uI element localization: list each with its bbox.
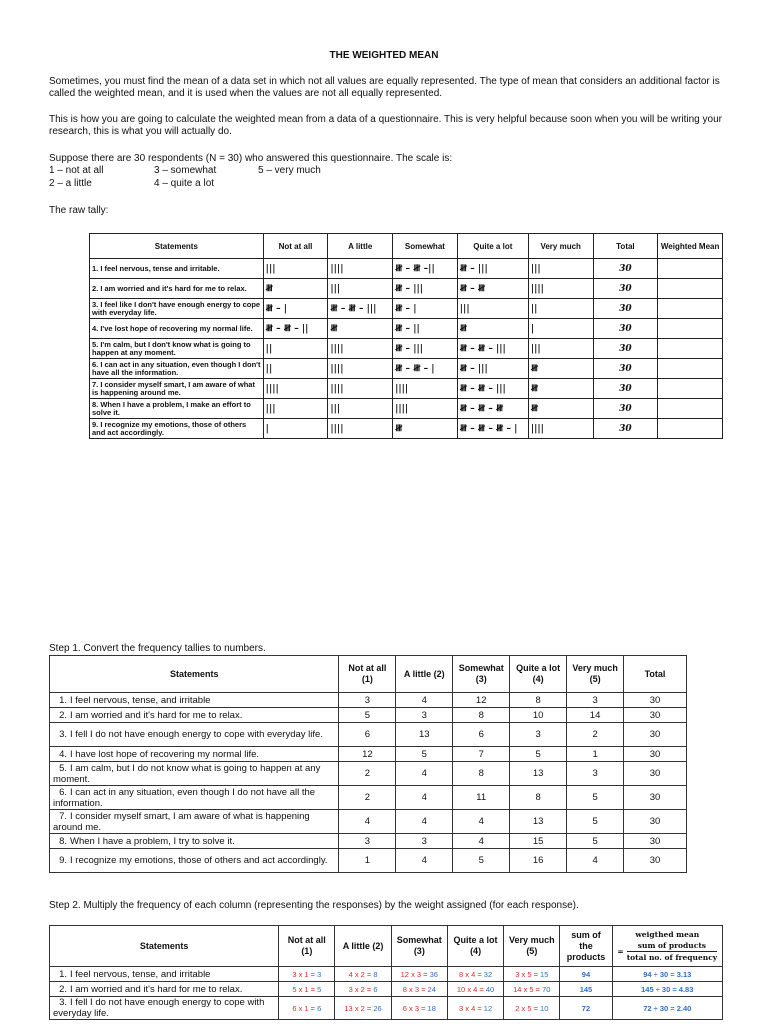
step1-header-total: Total: [624, 656, 687, 693]
step1-value-cell: 4: [396, 786, 453, 810]
step2-product-expr: 5 x 1 =: [292, 984, 318, 994]
step2-product-expr: 3 x 5 =: [515, 969, 541, 979]
step1-value-cell: 30: [624, 723, 687, 747]
step1-statement: [50, 747, 339, 762]
step1-row: [50, 747, 687, 762]
step2-product-cell: [335, 982, 391, 997]
step1-value-cell: 30: [624, 693, 687, 708]
raw-tally-cell: 𝍸 – |: [393, 299, 458, 319]
raw-tally-cell: ||: [263, 339, 328, 359]
raw-tally-cell: ||||: [528, 279, 593, 299]
step2-header-row: [50, 926, 723, 967]
raw-statement: 4. I've lost hope of recovering my normal life.: [90, 319, 264, 339]
step2-row: [50, 982, 723, 997]
step1-statement: [50, 810, 339, 834]
raw-tally-cell: 𝍸: [457, 319, 528, 339]
step1-statement: [50, 723, 339, 747]
step2-product-cell: [391, 982, 447, 997]
raw-row: [90, 319, 723, 339]
step1-value-cell: 16: [510, 849, 567, 873]
step1-row-number: 6.: [59, 786, 67, 798]
step1-statement-text: I recognize my emotions, those of others and act accordingly.: [70, 855, 328, 866]
raw-statement: 8. When I have a problem, I make an effort to solve it.: [90, 399, 264, 419]
step2-row-number: 3.: [59, 997, 67, 1008]
step1-value-cell: 2: [339, 762, 396, 786]
step2-weighted-mean-cell: 72 ÷ 30 = 2.40: [612, 997, 722, 1020]
step2-header-a-little: A little (2): [335, 926, 391, 967]
step1-value-cell: 12: [339, 747, 396, 762]
step1-value-cell: 3: [339, 834, 396, 849]
raw-tally-cell: 𝍸 – ||: [393, 319, 458, 339]
step1-value-cell: 4: [396, 693, 453, 708]
step2-product-result: 6: [317, 1003, 322, 1013]
raw-tally-cell: 𝍸 – |||: [393, 279, 458, 299]
raw-statement: 9. I recognize my emotions, those of others and act accordingly.: [90, 419, 264, 439]
step2-sum-cell: 94: [560, 967, 612, 982]
step1-header-row: [50, 656, 687, 693]
raw-statement: 2. I am worried and it's hard for me to relax.: [90, 279, 264, 299]
document-title: THE WEIGHTED MEAN: [329, 50, 439, 61]
raw-tally-cell: ||||: [328, 259, 393, 279]
step2-row-number: 2.: [59, 983, 67, 995]
step1-value-cell: 11: [453, 786, 510, 810]
raw-row: [90, 379, 723, 399]
step2-statement: [50, 967, 279, 982]
scale-item-3: 3 – somewhat: [154, 165, 217, 176]
raw-tally-cell: 𝍸: [528, 379, 593, 399]
step1-value-cell: 8: [453, 762, 510, 786]
step1-value-cell: 8: [510, 693, 567, 708]
raw-total-cell: 30: [593, 419, 658, 439]
raw-tally-label: The raw tally:: [49, 205, 109, 216]
step2-product-expr: 12 x 3 =: [400, 969, 430, 979]
raw-header-row: [90, 234, 723, 259]
raw-tally-cell: ||||: [328, 419, 393, 439]
intro-paragraph-2: This is how you are going to calculate the weighted mean from a data of a questionnaire. This is very helpful because soon when you will be writing your research, this is what you will actually do.: [49, 114, 722, 137]
step2-statement-text: I fell I do not have enough energy to cope with everyday life.: [53, 997, 265, 1019]
step2-product-result: 32: [483, 969, 493, 979]
step2-product-expr: 6 x 3 =: [402, 1003, 428, 1013]
raw-tally-cell: 𝍸 – |: [263, 299, 328, 319]
step1-value-cell: 3: [396, 834, 453, 849]
step1-value-cell: 10: [510, 708, 567, 723]
step1-value-cell: 30: [624, 747, 687, 762]
step2-header-not-at-all: Not at all (1): [279, 926, 335, 967]
raw-header-very-much: Very much: [528, 234, 593, 259]
step1-value-cell: 30: [624, 810, 687, 834]
step1-value-cell: 30: [624, 834, 687, 849]
step1-row-number: 5.: [59, 762, 67, 774]
step2-header-quite-a-lot: Quite a lot (4): [447, 926, 503, 967]
raw-tally-cell: ||||: [328, 359, 393, 379]
step2-product-cell: [504, 997, 560, 1020]
step1-value-cell: 13: [396, 723, 453, 747]
raw-weighted-mean-cell: [658, 299, 723, 319]
step2-product-cell: [447, 997, 503, 1020]
step1-row: [50, 762, 687, 786]
raw-header-a-little: A little: [328, 234, 393, 259]
step2-product-expr: 8 x 4 =: [458, 969, 484, 979]
step2-product-result: 18: [427, 1003, 436, 1013]
step1-value-cell: 13: [510, 810, 567, 834]
step2-sum-cell: 145: [560, 982, 612, 997]
raw-tally-cell: ||: [528, 299, 593, 319]
step1-value-cell: 4: [396, 849, 453, 873]
raw-tally-cell: ||: [263, 359, 328, 379]
step2-product-expr: 8 x 3 =: [402, 984, 428, 994]
raw-tally-cell: 𝍸 – 𝍸: [457, 279, 528, 299]
raw-tally-cell: 𝍸 – 𝍸 –||: [393, 259, 458, 279]
raw-header-total: Total: [593, 234, 658, 259]
step1-frequency-table: [49, 655, 687, 873]
raw-tally-cell: 𝍸: [393, 419, 458, 439]
raw-tally-cell: ||||: [328, 339, 393, 359]
step1-header-somewhat: Somewhat (3): [453, 656, 510, 693]
raw-header-not-at-all: Not at all: [263, 234, 328, 259]
raw-weighted-mean-cell: [658, 359, 723, 379]
raw-row: [90, 419, 723, 439]
step1-value-cell: 4: [453, 810, 510, 834]
step1-statement: [50, 693, 339, 708]
step1-value-cell: 15: [510, 834, 567, 849]
raw-header-quite-a-lot: Quite a lot: [457, 234, 528, 259]
step2-product-result: 70: [542, 984, 551, 994]
raw-header-statements: Statements: [90, 234, 264, 259]
step1-value-cell: 5: [339, 708, 396, 723]
step2-product-expr: 3 x 1 =: [292, 969, 318, 979]
scale-item-2: 2 – a little: [49, 178, 92, 189]
raw-row: [90, 339, 723, 359]
step2-product-cell: [335, 997, 391, 1020]
step2-product-cell: [279, 982, 335, 997]
raw-tally-cell: |: [528, 319, 593, 339]
scale-item-5: 5 – very much: [258, 165, 321, 176]
wm-header-denominator: total no. of frequency: [626, 953, 718, 962]
step1-header-not-at-all: Not at all (1): [339, 656, 396, 693]
step1-value-cell: 4: [567, 849, 624, 873]
step1-value-cell: 5: [567, 834, 624, 849]
step1-row-number: 3.: [59, 729, 67, 740]
raw-tally-cell: 𝍸 – 𝍸 – ||: [263, 319, 328, 339]
step1-row: [50, 786, 687, 810]
step1-value-cell: 3: [567, 693, 624, 708]
step2-header-somewhat: Somewhat (3): [391, 926, 447, 967]
step1-statement: [50, 708, 339, 723]
step2-products-table: [49, 925, 723, 1020]
raw-tally-cell: ||||: [263, 379, 328, 399]
raw-total-cell: 30: [593, 339, 658, 359]
raw-tally-cell: 𝍸: [528, 399, 593, 419]
step2-product-result: 24: [427, 984, 436, 994]
raw-total-cell: 30: [593, 319, 658, 339]
raw-weighted-mean-cell: [658, 339, 723, 359]
step2-header-sum-of-products: sum of the products: [560, 926, 612, 967]
raw-row: [90, 399, 723, 419]
step2-product-expr: 10 x 4 =: [456, 984, 486, 994]
raw-row: [90, 279, 723, 299]
step2-product-expr: 3 x 2 =: [348, 984, 374, 994]
step1-statement: [50, 762, 339, 786]
raw-total-cell: 30: [593, 259, 658, 279]
step2-statement-text: I feel nervous, tense, and irritable: [70, 968, 211, 980]
step1-value-cell: 6: [453, 723, 510, 747]
raw-tally-cell: 𝍸 – 𝍸 – |: [393, 359, 458, 379]
step1-value-cell: 14: [567, 708, 624, 723]
step1-header-quite-a-lot: Quite a lot (4): [510, 656, 567, 693]
raw-weighted-mean-cell: [658, 379, 723, 399]
raw-tally-cell: ||||: [528, 419, 593, 439]
raw-tally-cell: 𝍸 – 𝍸 – |||: [457, 339, 528, 359]
raw-row: [90, 359, 723, 379]
step1-value-cell: 30: [624, 849, 687, 873]
step1-header-a-little: A little (2): [396, 656, 453, 693]
step1-header-very-much: Very much (5): [567, 656, 624, 693]
step1-value-cell: 5: [567, 810, 624, 834]
raw-tally-cell: |||: [457, 299, 528, 319]
step1-statement: [50, 786, 339, 810]
step2-product-cell: [447, 982, 503, 997]
step1-value-cell: 30: [624, 708, 687, 723]
raw-tally-cell: 𝍸 – |||: [457, 259, 528, 279]
step2-label: Step 2. Multiply the frequency of each column (representing the responses) by the weight assigned (for each response).: [49, 900, 579, 911]
step1-value-cell: 5: [510, 747, 567, 762]
step2-product-cell: [447, 967, 503, 982]
step2-product-result: 6: [373, 984, 378, 994]
step1-statement-text: When I have a problem, I try to solve it.: [70, 835, 235, 847]
wm-header-equals: =: [617, 947, 624, 956]
step1-statement: [50, 834, 339, 849]
step1-row-number: 8.: [59, 835, 67, 847]
raw-tally-cell: ||||: [393, 399, 458, 419]
scale-intro: Suppose there are 30 respondents (N = 30) who answered this questionnaire. The scale is:: [49, 153, 453, 164]
step2-product-result: 8: [373, 969, 378, 979]
intro-paragraph-1: Sometimes, you must find the mean of a data set in which not all values are equally represented. The type of mean that considers an additional factor is called the weighted mean, and it is used when the values are not all equally represented.: [49, 76, 720, 99]
step2-weighted-mean-cell: 145 ÷ 30 = 4.83: [612, 982, 722, 997]
raw-weighted-mean-cell: [658, 319, 723, 339]
step1-row: [50, 723, 687, 747]
raw-tally-table: [89, 233, 723, 439]
raw-tally-cell: |||: [328, 399, 393, 419]
step2-header-very-much: Very much (5): [504, 926, 560, 967]
step1-value-cell: 5: [396, 747, 453, 762]
step1-value-cell: 3: [510, 723, 567, 747]
step2-product-result: 3: [317, 969, 322, 979]
step1-value-cell: 8: [510, 786, 567, 810]
step2-product-cell: [279, 997, 335, 1020]
raw-weighted-mean-cell: [658, 259, 723, 279]
raw-tally-cell: 𝍸 – 𝍸 – |||: [328, 299, 393, 319]
step1-value-cell: 30: [624, 762, 687, 786]
step2-statement-text: I am worried and it's hard for me to relax.: [70, 983, 243, 995]
step2-row: [50, 967, 723, 982]
step1-row-number: 1.: [59, 694, 67, 706]
step2-row: [50, 997, 723, 1020]
step2-product-expr: 3 x 4 =: [458, 1003, 484, 1013]
raw-tally-cell: 𝍸 – 𝍸 – 𝍸: [457, 399, 528, 419]
step2-row-number: 1.: [59, 968, 67, 980]
raw-tally-cell: |||: [263, 259, 328, 279]
step2-product-cell: [391, 967, 447, 982]
step2-product-result: 10: [540, 1003, 549, 1013]
step1-statement-text: I have lost hope of recovering my normal life.: [70, 748, 260, 760]
raw-statement: 5. I'm calm, but I don't know what is going to happen at any moment.: [90, 339, 264, 359]
raw-statement: 6. I can act in any situation, even though I don't have all the information.: [90, 359, 264, 379]
step1-value-cell: 7: [453, 747, 510, 762]
step1-row: [50, 810, 687, 834]
raw-statement: 7. I consider myself smart, I am aware of what is happening around me.: [90, 379, 264, 399]
step1-row-number: 7.: [59, 810, 67, 822]
step1-value-cell: 4: [396, 810, 453, 834]
scale-item-1: 1 – not at all: [49, 165, 104, 176]
step1-value-cell: 6: [339, 723, 396, 747]
raw-tally-cell: ||||: [393, 379, 458, 399]
step1-row: [50, 693, 687, 708]
step1-value-cell: 2: [567, 723, 624, 747]
raw-total-cell: 30: [593, 399, 658, 419]
step1-row: [50, 708, 687, 723]
step1-statement-text: I feel nervous, tense, and irritable: [70, 694, 211, 706]
step1-statement-text: I can act in any situation, even though I do not have all the information.: [53, 786, 316, 809]
raw-total-cell: 30: [593, 379, 658, 399]
step2-product-cell: [279, 967, 335, 982]
step2-product-cell: [391, 997, 447, 1020]
step2-weighted-mean-cell: 94 ÷ 30 = 3.13: [612, 967, 722, 982]
step1-value-cell: 2: [339, 786, 396, 810]
step2-product-expr: 4 x 2 =: [348, 969, 374, 979]
raw-tally-cell: 𝍸 – |||: [393, 339, 458, 359]
raw-row: [90, 259, 723, 279]
raw-tally-cell: 𝍸: [328, 319, 393, 339]
step2-product-result: 40: [485, 984, 495, 994]
step2-product-expr: 2 x 5 =: [515, 1003, 541, 1013]
step2-product-cell: [335, 967, 391, 982]
raw-row: [90, 299, 723, 319]
step1-value-cell: 8: [453, 708, 510, 723]
step2-header-statements: Statements: [50, 926, 279, 967]
step1-label: Step 1. Convert the frequency tallies to numbers.: [49, 643, 266, 654]
step2-product-result: 26: [373, 1003, 382, 1013]
raw-statement: 3. I feel like I don't have enough energy to cope with everyday life.: [90, 299, 264, 319]
raw-tally-cell: 𝍸: [528, 359, 593, 379]
step1-value-cell: 4: [396, 762, 453, 786]
raw-tally-cell: ||||: [328, 379, 393, 399]
raw-tally-cell: |: [263, 419, 328, 439]
wm-header-numerator: sum of products: [627, 940, 717, 952]
step1-value-cell: 1: [339, 849, 396, 873]
step1-row-number: 9.: [59, 855, 67, 866]
raw-header-weighted-mean: Weighted Mean: [658, 234, 723, 259]
step2-product-cell: [504, 982, 560, 997]
step1-header-statements: Statements: [50, 656, 339, 693]
raw-weighted-mean-cell: [658, 399, 723, 419]
raw-tally-cell: 𝍸 – |||: [457, 359, 528, 379]
raw-tally-cell: |||: [328, 279, 393, 299]
step2-product-cell: [504, 967, 560, 982]
step2-sum-cell: 72: [560, 997, 612, 1020]
step2-product-result: 15: [540, 969, 549, 979]
step2-product-result: 36: [429, 969, 438, 979]
step1-value-cell: 13: [510, 762, 567, 786]
step1-statement-text: I consider myself smart, I am aware of what is happening around me.: [53, 810, 310, 833]
step1-statement-text: I fell I do not have enough energy to cope with everyday life.: [70, 729, 323, 740]
step1-statement: [50, 849, 339, 873]
raw-total-cell: 30: [593, 299, 658, 319]
wm-header-label: weigthed mean: [635, 930, 700, 939]
raw-tally-cell: 𝍸 – 𝍸 – 𝍸 – |: [457, 419, 528, 439]
step1-value-cell: 4: [339, 810, 396, 834]
step2-statement: [50, 997, 279, 1020]
step1-row-number: 2.: [59, 709, 67, 721]
step2-header-weighted-mean: [612, 926, 722, 967]
step1-value-cell: 5: [453, 849, 510, 873]
raw-total-cell: 30: [593, 359, 658, 379]
raw-tally-cell: |||: [528, 339, 593, 359]
step2-product-expr: 6 x 1 =: [292, 1003, 318, 1013]
raw-statement: 1. I feel nervous, tense and irritable.: [90, 259, 264, 279]
raw-weighted-mean-cell: [658, 419, 723, 439]
raw-tally-cell: |||: [528, 259, 593, 279]
step2-product-expr: 13 x 2 =: [344, 1003, 374, 1013]
raw-total-cell: 30: [593, 279, 658, 299]
raw-tally-cell: 𝍸: [263, 279, 328, 299]
step1-statement-text: I am worried and it's hard for me to relax.: [70, 709, 243, 721]
step1-row: [50, 849, 687, 873]
raw-tally-cell: |||: [263, 399, 328, 419]
step1-value-cell: 1: [567, 747, 624, 762]
step1-statement-text: I am calm, but I do not know what is going to happen at any moment.: [53, 762, 321, 785]
step1-value-cell: 5: [567, 786, 624, 810]
step2-product-result: 12: [483, 1003, 493, 1013]
step1-value-cell: 3: [396, 708, 453, 723]
raw-header-somewhat: Somewhat: [393, 234, 458, 259]
scale-item-4: 4 – quite a lot: [154, 178, 215, 189]
step1-value-cell: 4: [453, 834, 510, 849]
step2-statement: [50, 982, 279, 997]
step1-value-cell: 30: [624, 786, 687, 810]
step2-product-expr: 14 x 5 =: [513, 984, 543, 994]
raw-weighted-mean-cell: [658, 279, 723, 299]
step1-row: [50, 834, 687, 849]
step1-value-cell: 3: [339, 693, 396, 708]
step1-row-number: 4.: [59, 748, 67, 760]
raw-tally-cell: 𝍸 – 𝍸 – |||: [457, 379, 528, 399]
step2-product-result: 5: [317, 984, 322, 994]
step1-value-cell: 3: [567, 762, 624, 786]
step1-value-cell: 12: [453, 693, 510, 708]
